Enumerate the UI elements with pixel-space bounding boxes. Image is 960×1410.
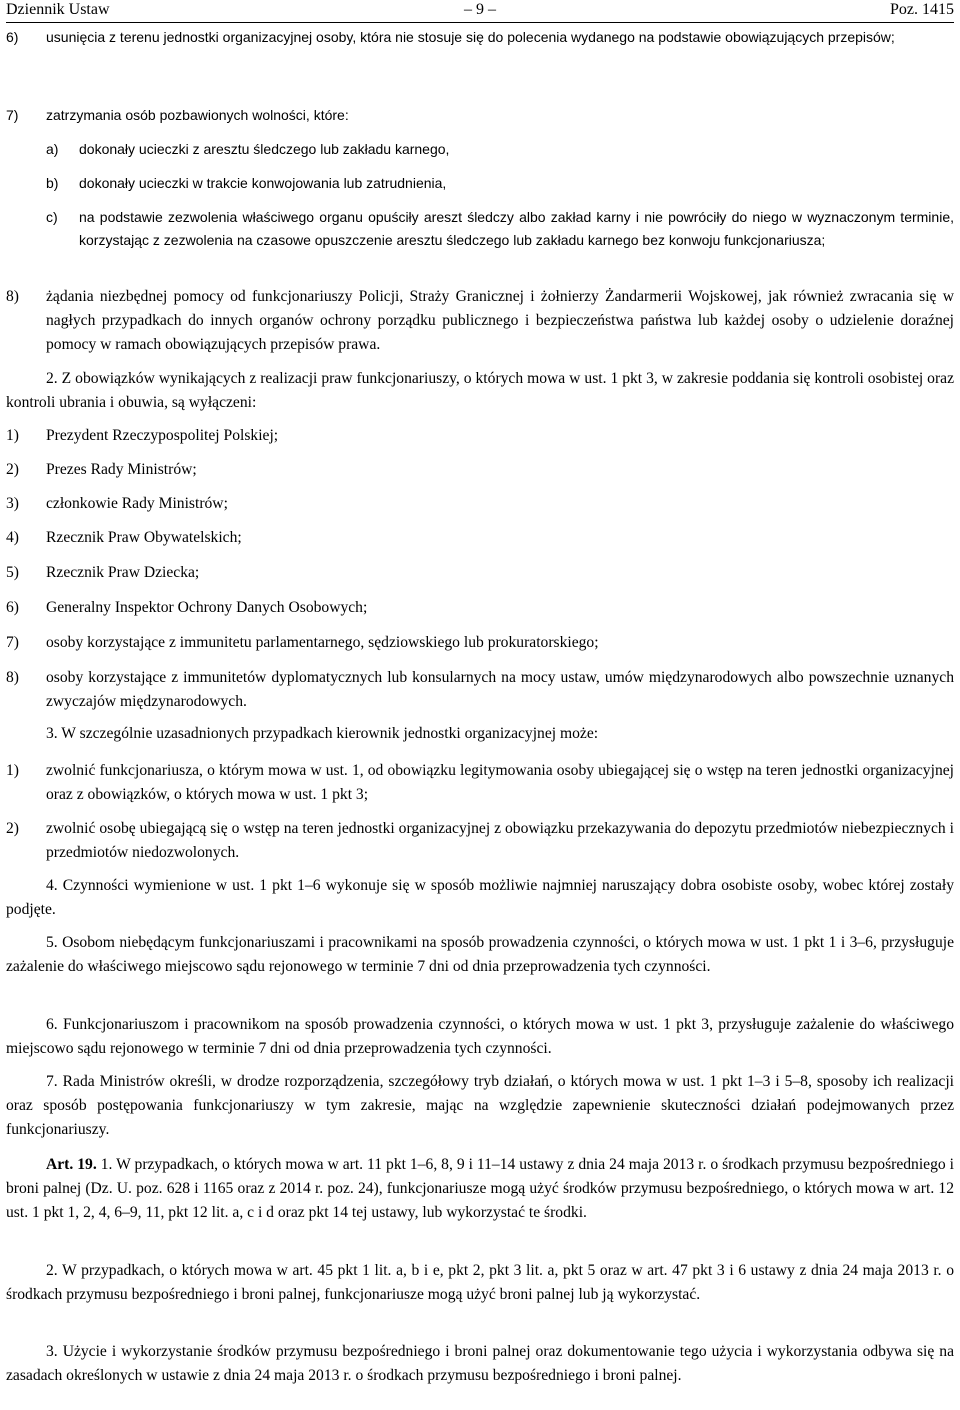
list-2-item-7 [6, 631, 954, 655]
item-number: 4) [6, 529, 19, 546]
article-heading: Art. 19. [46, 1156, 97, 1173]
paragraph-3: 3. W szczególnie uzasadnionych przypadkach kierownik jednostki organizacyjnej może: [46, 725, 599, 742]
list-3-item-1 [6, 759, 954, 807]
item-text: członkowie Rady Ministrów; [46, 495, 228, 512]
item-number: 1) [6, 427, 19, 444]
list-3-item-2 [6, 817, 954, 865]
article-19-paragraph-2: 2. W przypadkach, o których mowa w art. 45 pkt 1 lit. a, b i e, pkt 2, pkt 3 lit. a, pkt 5 oraz w art. 47 pkt 3 i 6 ustawy z dnia 24 maja 2013 r. o środkach przymusu bezpośredniego i broni palnej, funkcjonariusze mogą użyć broni palnej lub ją wykorzystać. [6, 1262, 954, 1303]
list-2-item-4 [6, 526, 954, 550]
item-number: 2) [6, 820, 19, 837]
page-header [6, 0, 954, 23]
item-7 [6, 104, 954, 127]
subitem-text: dokonały ucieczki w trakcie konwojowania lub zatrudnienia, [79, 175, 447, 191]
item-text: Rzecznik Praw Obywatelskich; [46, 529, 242, 546]
list-2-item-6 [6, 596, 954, 620]
item-number: 5) [6, 564, 19, 581]
item-text: usunięcia z terenu jednostki organizacyjnej osoby, która nie stosuje się do polecenia wydanego na podstawie obowiązujących przepisów; [46, 29, 895, 45]
subitem-a [6, 138, 954, 161]
paragraph-7: 7. Rada Ministrów określi, w drodze rozporządzenia, szczegółowy tryb działań, o których mowa w ust. 1 pkt 1–3 i 5–8, sposoby ich realizacji oraz sposób postępowania funkcjonariuszy w tym zakresie, mając na względzie zapewnienie skuteczności działań podejmowanych przez funkcjonariuszy. [6, 1073, 954, 1138]
article-19-paragraph-3: 3. Użycie i wykorzystanie środków przymusu bezpośredniego i broni palnej oraz dokumentowanie tego użycia i wykorzystania odbywa się na zasadach określonych w ustawie z dnia 24 maja 2013 r. o środkach przymusu bezpośredniego i broni palnej. [6, 1343, 954, 1384]
list-2-item-2 [6, 458, 954, 482]
item-number: 7) [6, 634, 19, 651]
item-text: zatrzymania osób pozbawionych wolności, które: [46, 107, 349, 123]
item-text: żądania niezbędnej pomocy od funkcjonariuszy Policji, Straży Granicznej i żołnierzy Żandarmerii Wojskowej, jak również zwracania się w nagłych przypadkach do innych organów ochrony porządku publicznego i bezpieczeństwa państwa lub każdej osoby o udzielenie doraźnej pomocy w ramach obowiązujących przepisów prawa. [46, 288, 954, 353]
item-number: 7) [6, 107, 19, 123]
subitem-text: dokonały ucieczki z aresztu śledczego lub zakładu karnego, [79, 141, 450, 157]
item-number: 8) [6, 288, 19, 305]
paragraph-2: 2. Z obowiązków wynikających z realizacji praw funkcjonariuszy, o których mowa w ust. 1 pkt 3, w zakresie poddania się kontroli osobistej oraz kontroli ubrania i obuwia, są wyłączeni: [6, 370, 954, 411]
item-number: 2) [6, 461, 19, 478]
item-number: 3) [6, 495, 19, 512]
item-number: 6) [6, 599, 19, 616]
list-2-item-5 [6, 561, 954, 585]
item-6 [6, 26, 954, 49]
item-text: Rzecznik Praw Dziecka; [46, 564, 200, 581]
item-text: Generalny Inspektor Ochrony Danych Osobowych; [46, 599, 368, 616]
item-number: 1) [6, 762, 19, 779]
paragraph-4: 4. Czynności wymienione w ust. 1 pkt 1–6 wykonuje się w sposób możliwie najmniej naruszający dobra osobiste osoby, wobec której zostały podjęte. [6, 877, 954, 918]
paragraph-6: 6. Funkcjonariuszom i pracownikom na sposób prowadzenia czynności, o których mowa w ust. 1 pkt 3, przysługuje zażalenie do właściwego miejscowo sądu rejonowego w terminie 7 dni od dnia przeprowadzenia tych czynności. [6, 1016, 954, 1057]
item-text: Prezydent Rzeczypospolitej Polskiej; [46, 427, 279, 444]
article-19 [6, 1153, 954, 1225]
subitem-text: na podstawie zezwolenia właściwego organu opuściły areszt śledczy albo zakład karny i nie powróciły do niego w wyznaczonym terminie, korzystając z zezwolenia na czasowe opuszczenie aresztu śledczego lub zakładu karnego bez konwoju funkcjonariusza; [79, 209, 954, 248]
item-number: 8) [6, 669, 19, 686]
item-text: zwolnić osobę ubiegającą się o wstęp na teren jednostki organizacyjnej z obowiązku przekazywania do depozytu przedmiotów niebezpiecznych i przedmiotów niedozwolonych. [46, 820, 954, 861]
item-8 [6, 285, 954, 357]
subitem-letter: b) [46, 175, 59, 191]
item-text: Prezes Rady Ministrów; [46, 461, 197, 478]
subitem-letter: c) [46, 209, 58, 225]
subitem-c [6, 206, 954, 251]
header-page-number: – 9 – [464, 1, 496, 18]
item-text: osoby korzystające z immunitetów dyplomatycznych lub konsularnych na mocy ustaw, umów międzynarodowych albo powszechnie uznanych zwyczajów międzynarodowych. [46, 669, 954, 710]
paragraph-5: 5. Osobom niebędącym funkcjonariuszami i pracownikami na sposób prowadzenia czynności, o których mowa w ust. 1 pkt 1 i 3–6, przysługuje zażalenie do właściwego miejscowo sądu rejonowego w terminie 7 dni od dnia przeprowadzenia tych czynności. [6, 934, 954, 975]
list-2-item-1 [6, 424, 954, 448]
list-2-item-3 [6, 492, 954, 516]
list-2-item-8 [6, 666, 954, 714]
item-text: osoby korzystające z immunitetu parlamentarnego, sędziowskiego lub prokuratorskiego; [46, 634, 599, 651]
header-position: Poz. 1415 [890, 1, 954, 18]
article-text: 1. W przypadkach, o których mowa w art. 11 pkt 1–6, 8, 9 i 11–14 ustawy z dnia 24 maja 2013 r. o środkach przymusu bezpośredniego i broni palnej (Dz. U. poz. 628 i 1165 oraz z 2014 r. poz. 24), funkcjonariusze mogą użyć środków przymusu bezpośredniego, o których mowa w art. 12 ust. 1 pkt 1, 2, 4, 6–9, 11, pkt 12 lit. a, c i d oraz pkt 14 tej ustawy, lub wykorzystać te środki. [6, 1156, 955, 1221]
item-text: zwolnić funkcjonariusza, o którym mowa w ust. 1, od obowiązku legitymowania osoby ubiegającej się o wstęp na teren jednostki organizacyjnej oraz z obowiązków, o których mowa w ust. 1 pkt 3; [46, 762, 954, 803]
subitem-letter: a) [46, 141, 59, 157]
subitem-b [6, 172, 954, 195]
header-journal-title: Dziennik Ustaw [6, 1, 110, 18]
item-number: 6) [6, 29, 19, 45]
